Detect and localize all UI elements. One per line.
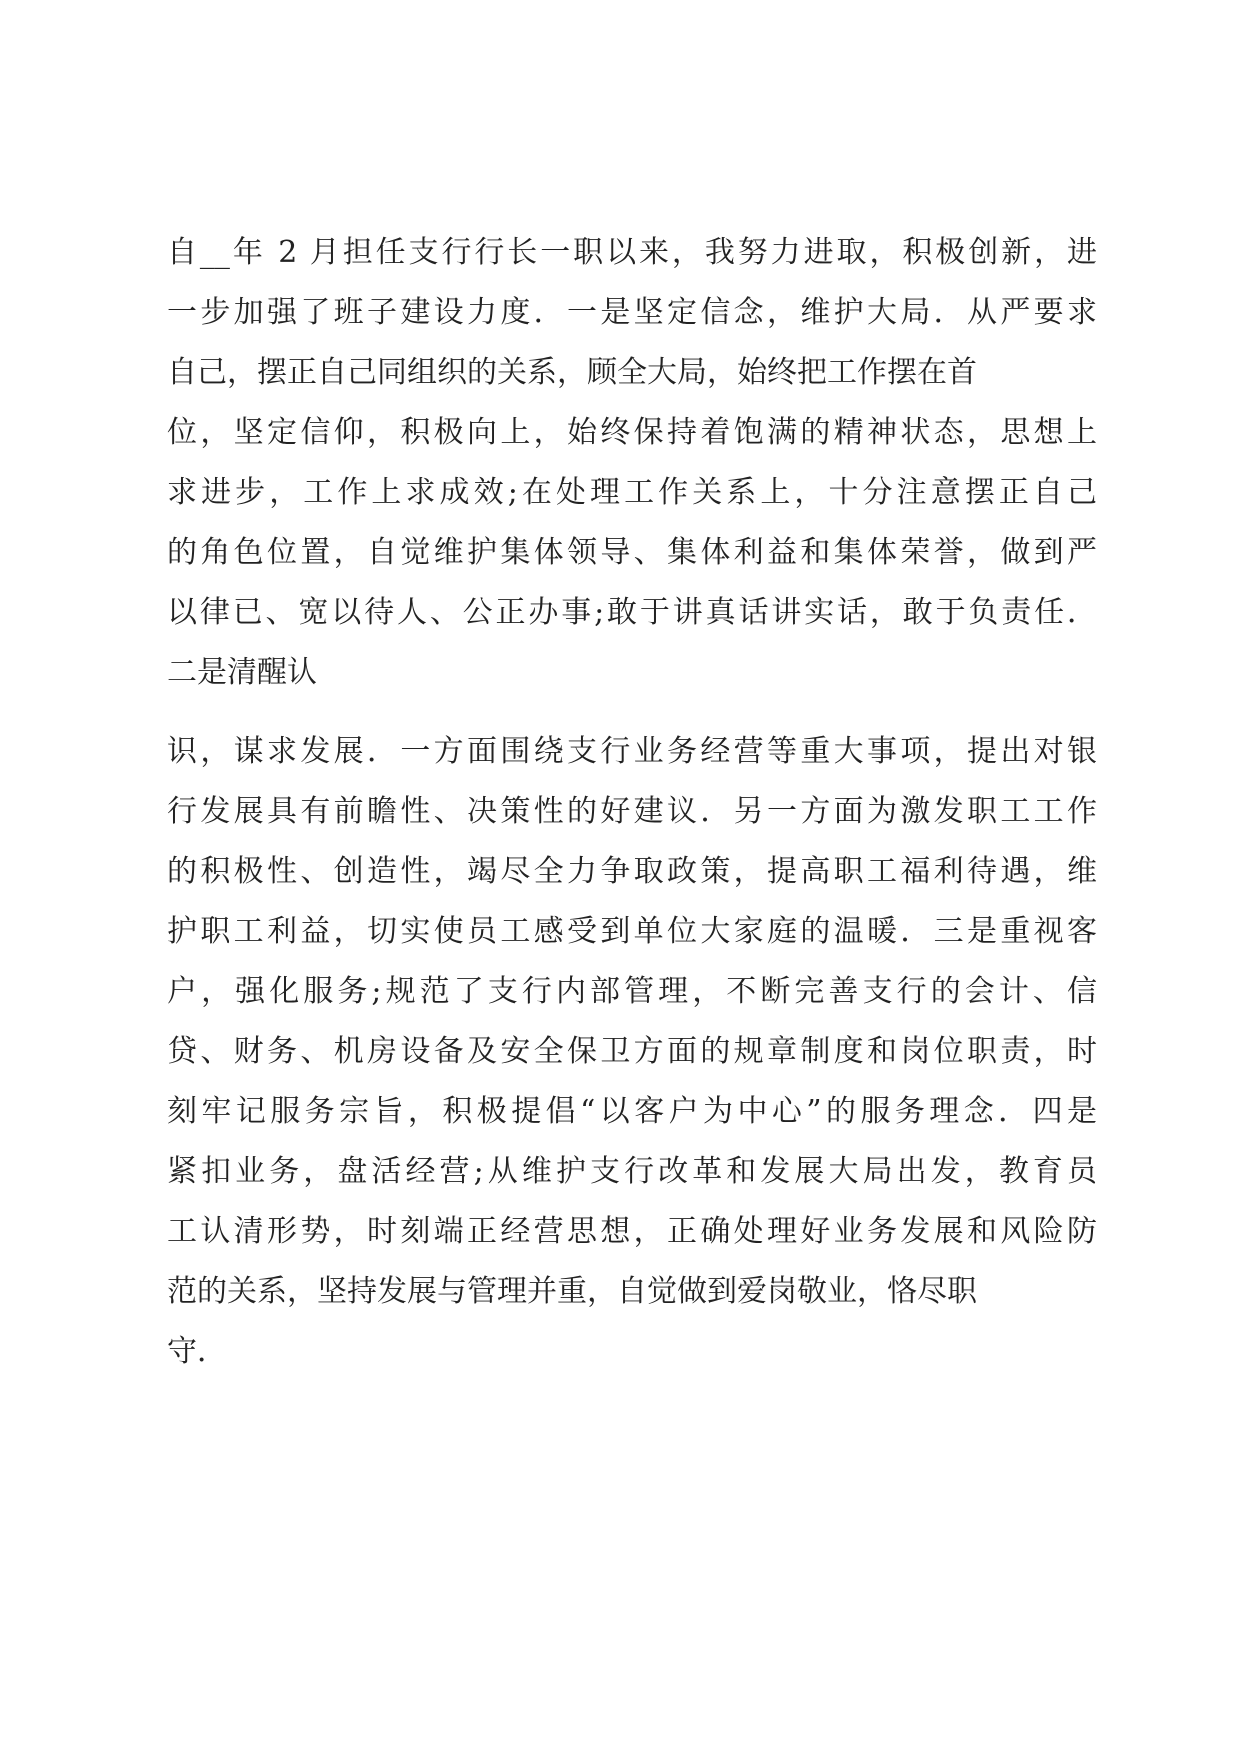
paragraph-2: [167, 722, 1097, 1382]
text-line: 的角色位置，自觉维护集体领导、集体利益和集体荣誉，做到严: [167, 535, 1097, 570]
text-line: 刻牢记服务宗旨，积极提倡“以客户为中心”的服务理念．四是: [167, 1094, 1097, 1129]
text-line: 二是清醒认: [167, 655, 317, 690]
text-line: 护职工利益，切实使员工感受到单位大家庭的温暖．三是重视客: [167, 914, 1097, 949]
text-line: 的积极性、创造性，竭尽全力争取政策，提高职工福利待遇，维: [167, 854, 1097, 889]
text-line: 紧扣业务，盘活经营;从维护支行改革和发展大局出发，教育员: [167, 1154, 1097, 1189]
text-line: 求进步，工作上求成效;在处理工作关系上，十分注意摆正自己: [167, 475, 1097, 510]
text-line: 工认清形势，时刻端正经营思想，正确处理好业务发展和风险防: [167, 1214, 1097, 1249]
text-line: 范的关系，坚持发展与管理并重，自觉做到爱岗敬业，恪尽职: [167, 1274, 977, 1309]
text-line: 贷、财务、机房设备及安全保卫方面的规章制度和岗位职责，时: [167, 1034, 1097, 1069]
paragraph-1: [167, 223, 1097, 703]
text-line: 户，强化服务;规范了支行内部管理，不断完善支行的会计、信: [167, 974, 1097, 1009]
text-line: 一步加强了班子建设力度．一是坚定信念，维护大局．从严要求: [167, 295, 1097, 330]
text-line: 识，谋求发展．一方面围绕支行业务经营等重大事项，提出对银: [167, 734, 1097, 769]
text-line: 守．: [167, 1334, 227, 1369]
text-line: 以律已、宽以待人、公正办事;敢于讲真话讲实话，敢于负责任．: [167, 595, 1097, 630]
text-line: 自己，摆正自己同组织的关系，顾全大局，始终把工作摆在首: [167, 355, 977, 390]
text-line: 自__年 2 月担任支行行长一职以来，我努力进取，积极创新，进: [167, 235, 1097, 270]
text-line: 位，坚定信仰，积极向上，始终保持着饱满的精神状态，思想上: [167, 415, 1097, 450]
text-line: 行发展具有前瞻性、决策性的好建议．另一方面为激发职工工作: [167, 794, 1097, 829]
